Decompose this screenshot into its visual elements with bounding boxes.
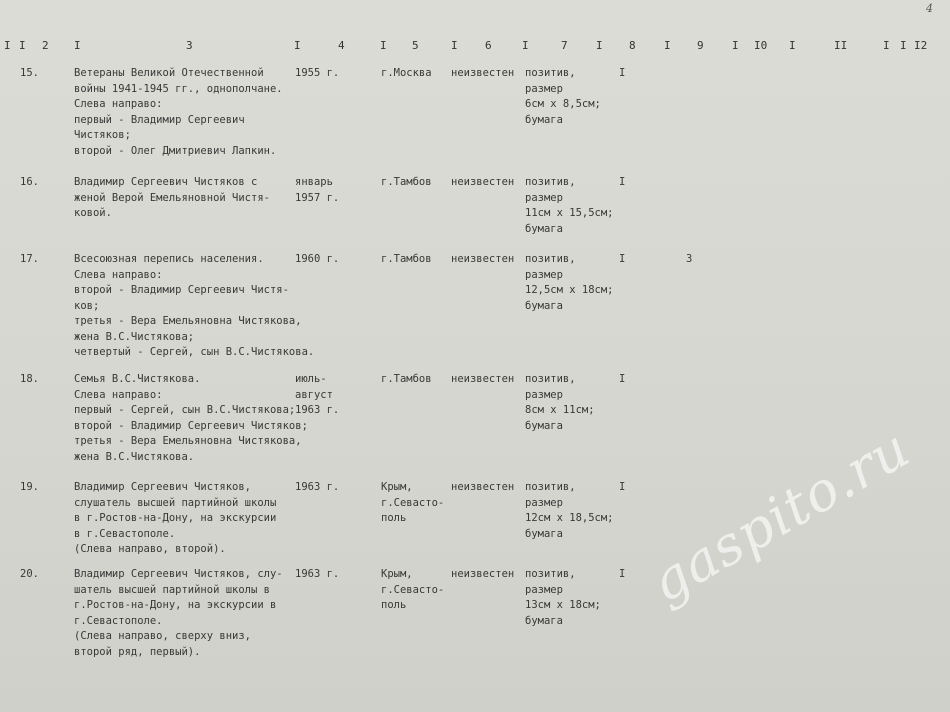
header-column-mark: I [900, 39, 907, 52]
entry-author: неизвестен [451, 253, 515, 265]
entry-description: Всесоюзная перепись населения. Слева направо: второй - Владимир Сергеевич Чистя- ков; третья - Вера Емельяновна Чистякова, жена В.С.Чистякова; четвертый - Сергей, сын В.С.Чистякова. [74, 253, 315, 358]
entry-date: 1960 г. [295, 253, 340, 265]
header-column-mark: 4 [338, 39, 345, 52]
header-column-mark: I2 [914, 39, 928, 52]
entry-place: г.Москва [381, 67, 432, 79]
entry-author: неизвестен [451, 67, 515, 79]
entry-count: I [619, 568, 626, 580]
entry-place: Крым, г.Севасто- поль [381, 481, 445, 524]
entry-characteristics: позитив, размер 6см х 8,5см; бумага [525, 67, 601, 126]
header-column-mark: 6 [485, 39, 492, 52]
entry-number: 20. [20, 568, 39, 580]
header-column-mark: I [74, 39, 81, 52]
column-number-header [0, 40, 950, 52]
header-column-mark: I [664, 39, 671, 52]
entry-number: 15. [20, 67, 39, 79]
entry-date: июль- август 1963 г. [295, 373, 340, 416]
entry-characteristics: позитив, размер 12,5см х 18см; бумага [525, 253, 614, 312]
entry-description: Ветераны Великой Отечественной войны 1941-1945 гг., однополчане. Слева направо: первый - Владимир Сергеевич Чистяков; второй - Олег Дмитриевич Лапкин. [74, 67, 283, 157]
header-column-mark: 9 [697, 39, 704, 52]
entry-count: I [619, 67, 626, 79]
entry-description: Семья В.С.Чистякова. Слева направо: первый - Сергей, сын В.С.Чистякова; второй - Владимир Сергеевич Чистяков; третья - Вера Емельяновна Чистякова, жена В.С.Чистякова. [74, 373, 308, 463]
entry-count: I [619, 481, 626, 493]
header-column-mark: I [732, 39, 739, 52]
header-column-mark: I0 [754, 39, 768, 52]
entry-count: I [619, 253, 626, 265]
header-column-mark: 8 [629, 39, 636, 52]
entry-number: 18. [20, 373, 39, 385]
entry-author: неизвестен [451, 176, 515, 188]
entry-description: Владимир Сергеевич Чистяков, слу- шатель высшей партийной школы в г.Ростов-на-Дону, на экскурсии в г.Севастополе. (Слева направо, сверху вниз, второй ряд, первый). [74, 568, 283, 658]
entry-author: неизвестен [451, 373, 515, 385]
header-column-mark: I [883, 39, 890, 52]
watermark-logo: gaspito.ru [640, 416, 921, 615]
header-column-mark: I [789, 39, 796, 52]
entry-number: 19. [20, 481, 39, 493]
entry-description: Владимир Сергеевич Чистяков, слушатель высшей партийной школы в г.Ростов-на-Дону, на экскурсии в г.Севастополе. (Слева направо, второй). [74, 481, 277, 555]
entry-characteristics: позитив, размер 8см х 11см; бумага [525, 373, 595, 432]
entry-date: 1955 г. [295, 67, 340, 79]
entry-number: 16. [20, 176, 39, 188]
entry-characteristics: позитив, размер 12см х 18,5см; бумага [525, 481, 614, 540]
page-corner-mark: 4 [926, 2, 933, 15]
header-column-mark: I [451, 39, 458, 52]
entry-count: I [619, 373, 626, 385]
entry-date: 1963 г. [295, 568, 340, 580]
header-column-mark: 3 [186, 39, 193, 52]
entry-date: 1963 г. [295, 481, 340, 493]
header-column-mark: I [4, 39, 11, 52]
entry-count: I [619, 176, 626, 188]
header-column-mark: II [834, 39, 848, 52]
header-column-mark: I [380, 39, 387, 52]
entry-author: неизвестен [451, 481, 515, 493]
header-column-mark: 2 [42, 39, 49, 52]
entry-col10-value: 3 [686, 253, 693, 265]
entry-characteristics: позитив, размер 11см х 15,5см; бумага [525, 176, 614, 235]
entry-place: г.Тамбов [381, 176, 432, 188]
entry-place: г.Тамбов [381, 253, 432, 265]
entry-number: 17. [20, 253, 39, 265]
entry-date: январь 1957 г. [295, 176, 340, 204]
header-column-mark: 5 [412, 39, 419, 52]
entry-place: Крым, г.Севасто- поль [381, 568, 445, 611]
header-column-mark: I [19, 39, 26, 52]
entry-author: неизвестен [451, 568, 515, 580]
entry-characteristics: позитив, размер 13см х 18см; бумага [525, 568, 601, 627]
header-column-mark: 7 [561, 39, 568, 52]
entry-description: Владимир Сергеевич Чистяков с женой Верой Емельяновной Чистя- ковой. [74, 176, 270, 219]
header-column-mark: I [596, 39, 603, 52]
entry-place: г.Тамбов [381, 373, 432, 385]
header-column-mark: I [522, 39, 529, 52]
header-column-mark: I [294, 39, 301, 52]
